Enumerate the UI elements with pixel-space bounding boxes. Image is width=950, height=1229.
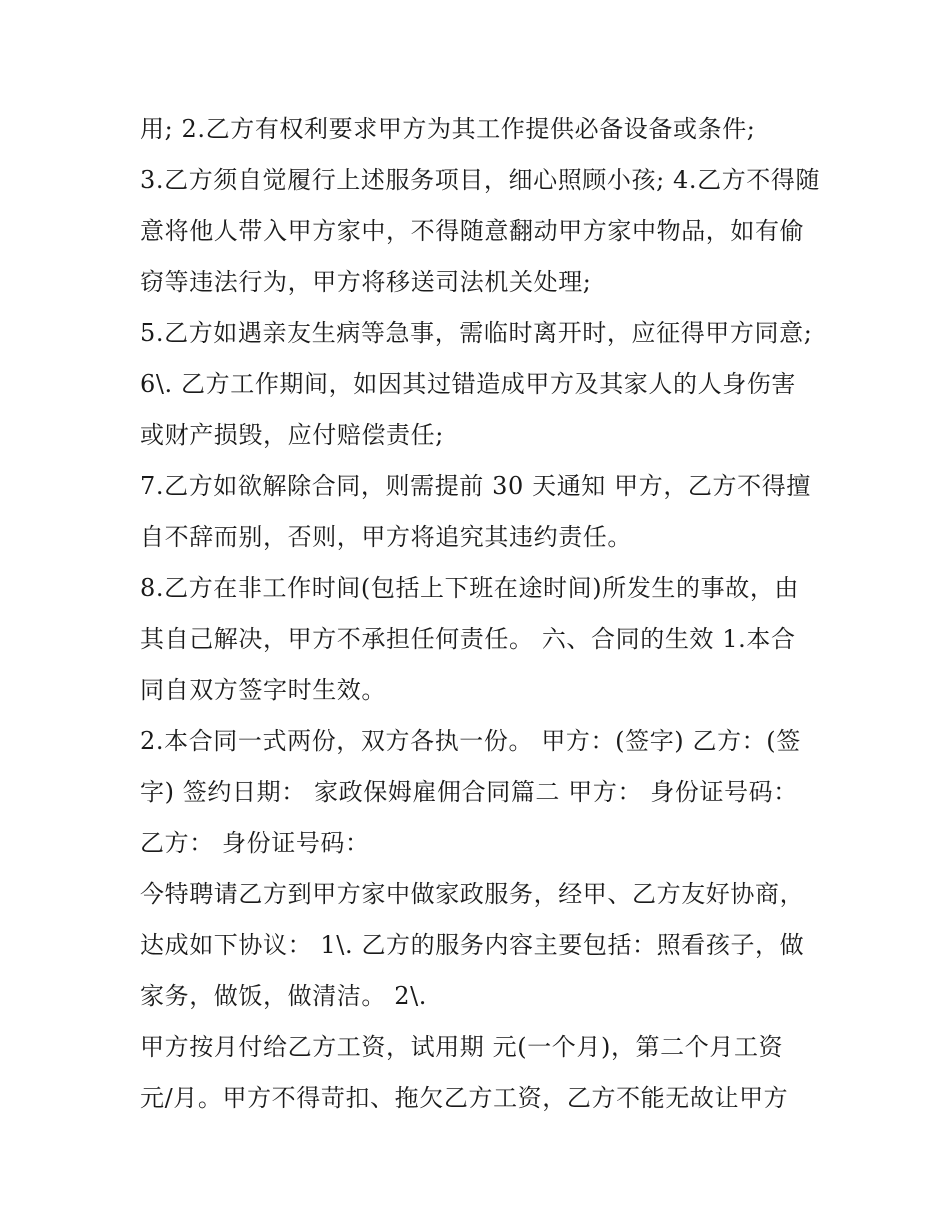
text-line: 其自己解决，甲方不承担任何责任。 六、合同的生效 1.本合: [140, 625, 796, 653]
text-line: 元/月。甲方不得苛扣、拖欠乙方工资，乙方不能无故让甲方: [140, 1084, 789, 1112]
text-line: 或财产损毁，应付赔偿责任;: [140, 421, 444, 449]
text-line: 7.乙方如欲解除合同，则需提前 30 天通知 甲方，乙方不得擅: [140, 472, 811, 500]
text-line: 用; 2.乙方有权利要求甲方为其工作提供必备设备或条件;: [140, 115, 756, 143]
text-line: 8.乙方在非工作时间(包括上下班在途时间)所发生的事故，由: [140, 574, 800, 602]
text-line: 2.本合同一式两份，双方各执一份。 甲方：(签字) 乙方：(签: [140, 727, 801, 755]
text-line: 意将他人带入甲方家中，不得随意翻动甲方家中物品，如有偷: [140, 217, 805, 245]
text-line: 6\. 乙方工作期间，如因其过错造成甲方及其家人的人身伤害: [140, 370, 797, 398]
text-line: 乙方： 身份证号码：: [140, 829, 370, 857]
text-line: 5.乙方如遇亲友生病等急事，需临时离开时，应征得甲方同意;: [140, 319, 813, 347]
text-line: 同自双方签字时生效。: [140, 676, 386, 704]
text-line: 今特聘请乙方到甲方家中做家政服务，经甲、乙方友好协商，: [140, 880, 805, 908]
text-line: 字) 签约日期： 家政保姆雇佣合同篇二 甲方： 身份证号码：: [140, 778, 798, 806]
text-line: 自不辞而别，否则，甲方将追究其违约责任。: [140, 523, 632, 551]
text-line: 家务，做饭，做清洁。 2\.: [140, 982, 428, 1010]
text-line: 甲方按月付给乙方工资，试用期 元(一个月)，第二个月工资: [140, 1033, 784, 1061]
text-line: 窃等违法行为，甲方将移送司法机关处理;: [140, 268, 592, 296]
text-line: 3.乙方须自觉履行上述服务项目，细心照顾小孩; 4.乙方不得随: [140, 166, 821, 194]
text-line: 达成如下协议： 1\. 乙方的服务内容主要包括：照看孩子，做: [140, 931, 805, 959]
document-body: [140, 104, 820, 1124]
